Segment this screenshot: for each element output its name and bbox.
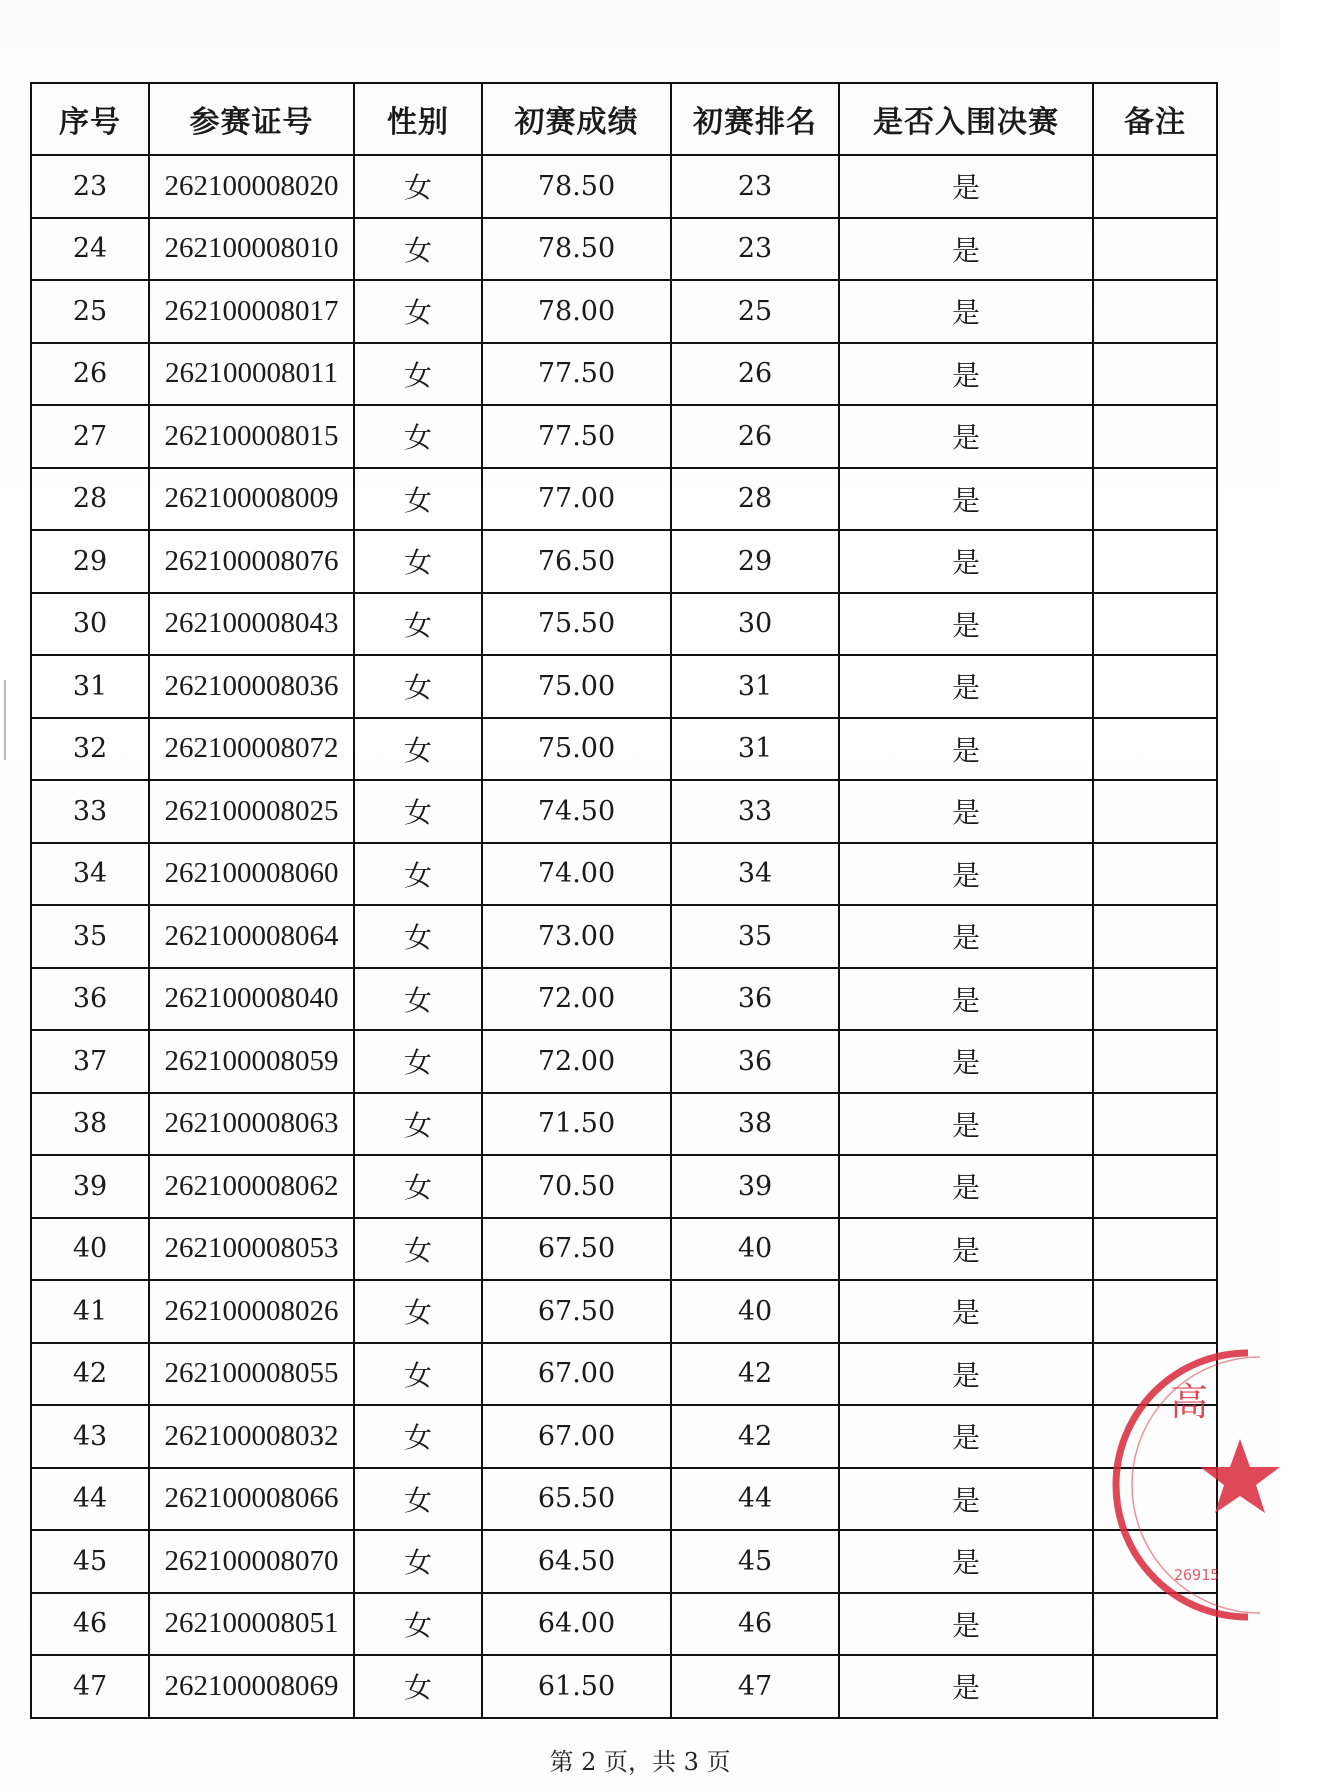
score-cell: 77.50 (482, 405, 671, 468)
score-cell: 67.50 (482, 1218, 671, 1281)
serial-cell: 42 (31, 1343, 149, 1406)
entry-id-cell: 262100008055 (149, 1343, 354, 1406)
gender-cell: 女 (354, 280, 482, 343)
remark-cell (1093, 1405, 1217, 1468)
remark-cell (1093, 593, 1217, 656)
gender-cell: 女 (354, 1093, 482, 1156)
score-cell: 67.50 (482, 1280, 671, 1343)
rank-cell: 33 (671, 780, 839, 843)
remark-cell (1093, 343, 1217, 406)
remark-cell (1093, 968, 1217, 1031)
header-prelim-rank: 初赛排名 (671, 83, 839, 155)
advance-cell: 是 (839, 1280, 1093, 1343)
remark-cell (1093, 405, 1217, 468)
remark-cell (1093, 718, 1217, 781)
remark-cell (1093, 843, 1217, 906)
table-row (31, 593, 1217, 656)
advance-cell: 是 (839, 1093, 1093, 1156)
gender-cell: 女 (354, 655, 482, 718)
gender-cell: 女 (354, 1405, 482, 1468)
advance-cell: 是 (839, 1343, 1093, 1406)
serial-cell: 43 (31, 1405, 149, 1468)
header-entry-id: 参赛证号 (149, 83, 354, 155)
serial-cell: 24 (31, 218, 149, 281)
rank-cell: 38 (671, 1093, 839, 1156)
advance-cell: 是 (839, 468, 1093, 531)
serial-cell: 46 (31, 1593, 149, 1656)
gender-cell: 女 (354, 1343, 482, 1406)
score-cell: 74.00 (482, 843, 671, 906)
table-header-row (31, 83, 1217, 155)
table-row (31, 655, 1217, 718)
score-cell: 78.50 (482, 218, 671, 281)
scan-edge-mark (4, 680, 6, 760)
remark-cell (1093, 1343, 1217, 1406)
table-row (31, 1280, 1217, 1343)
score-cell: 65.50 (482, 1468, 671, 1531)
advance-cell: 是 (839, 155, 1093, 218)
score-cell: 61.50 (482, 1655, 671, 1718)
gender-cell: 女 (354, 1530, 482, 1593)
table-row (31, 1093, 1217, 1156)
entry-id-cell: 262100008063 (149, 1093, 354, 1156)
advance-cell: 是 (839, 968, 1093, 1031)
rank-cell: 40 (671, 1218, 839, 1281)
remark-cell (1093, 1655, 1217, 1718)
remark-cell (1093, 530, 1217, 593)
gender-cell: 女 (354, 780, 482, 843)
serial-cell: 33 (31, 780, 149, 843)
serial-cell: 44 (31, 1468, 149, 1531)
entry-id-cell: 262100008069 (149, 1655, 354, 1718)
score-cell: 64.50 (482, 1530, 671, 1593)
serial-cell: 25 (31, 280, 149, 343)
advance-cell: 是 (839, 843, 1093, 906)
serial-cell: 28 (31, 468, 149, 531)
table-row (31, 155, 1217, 218)
score-cell: 76.50 (482, 530, 671, 593)
gender-cell: 女 (354, 218, 482, 281)
table-row (31, 1343, 1217, 1406)
advance-cell: 是 (839, 1030, 1093, 1093)
rank-cell: 23 (671, 155, 839, 218)
advance-cell: 是 (839, 905, 1093, 968)
gender-cell: 女 (354, 1155, 482, 1218)
advance-cell: 是 (839, 1655, 1093, 1718)
rank-cell: 34 (671, 843, 839, 906)
entry-id-cell: 262100008062 (149, 1155, 354, 1218)
remark-cell (1093, 280, 1217, 343)
gender-cell: 女 (354, 405, 482, 468)
table-row (31, 1405, 1217, 1468)
table-row (31, 530, 1217, 593)
advance-cell: 是 (839, 530, 1093, 593)
entry-id-cell: 262100008010 (149, 218, 354, 281)
serial-cell: 35 (31, 905, 149, 968)
table-row (31, 218, 1217, 281)
gender-cell: 女 (354, 843, 482, 906)
entry-id-cell: 262100008051 (149, 1593, 354, 1656)
remark-cell (1093, 1030, 1217, 1093)
rank-cell: 46 (671, 1593, 839, 1656)
remark-cell (1093, 1530, 1220, 1593)
gender-cell: 女 (354, 1218, 482, 1281)
advance-cell: 是 (839, 280, 1093, 343)
entry-id-cell: 262100008009 (149, 468, 354, 531)
remark-cell (1093, 468, 1217, 531)
rank-cell: 42 (671, 1343, 839, 1406)
score-cell: 78.00 (482, 280, 671, 343)
table-row (31, 968, 1217, 1031)
table-row (31, 1218, 1217, 1281)
rank-cell: 40 (671, 1280, 839, 1343)
score-cell: 70.50 (482, 1155, 671, 1218)
rank-cell: 44 (671, 1468, 839, 1531)
table-row (31, 343, 1217, 406)
advance-cell: 是 (839, 1155, 1093, 1218)
entry-id-cell: 262100008076 (149, 530, 354, 593)
serial-cell: 45 (31, 1530, 149, 1593)
advance-cell: 是 (839, 1468, 1093, 1531)
score-cell: 75.50 (482, 593, 671, 656)
serial-cell: 30 (31, 593, 149, 656)
table-row (31, 1030, 1217, 1093)
serial-cell: 27 (31, 405, 149, 468)
table-row (31, 905, 1217, 968)
serial-cell: 26 (31, 343, 149, 406)
entry-id-cell: 262100008059 (149, 1030, 354, 1093)
entry-id-cell: 262100008017 (149, 280, 354, 343)
rank-cell: 28 (671, 468, 839, 531)
advance-cell: 是 (839, 218, 1093, 281)
serial-cell: 41 (31, 1280, 149, 1343)
advance-cell: 是 (839, 655, 1093, 718)
rank-cell: 35 (671, 905, 839, 968)
entry-id-cell: 262100008060 (149, 843, 354, 906)
gender-cell: 女 (354, 155, 482, 218)
gender-cell: 女 (354, 1030, 482, 1093)
entry-id-cell: 262100008032 (149, 1405, 354, 1468)
table-row (31, 1468, 1217, 1531)
header-remarks: 备注 (1093, 83, 1217, 155)
table-body (31, 155, 1220, 1718)
advance-cell: 是 (839, 405, 1093, 468)
rank-cell: 26 (671, 405, 839, 468)
rank-cell: 26 (671, 343, 839, 406)
serial-cell: 29 (31, 530, 149, 593)
gender-cell: 女 (354, 968, 482, 1031)
entry-id-cell: 262100008066 (149, 1468, 354, 1531)
header-serial-number: 序号 (31, 83, 149, 155)
remark-cell (1093, 1468, 1217, 1531)
serial-cell: 31 (31, 655, 149, 718)
page-number: 第 2 页，共 3 页 (549, 1748, 731, 1776)
score-cell: 73.00 (482, 905, 671, 968)
serial-cell: 32 (31, 718, 149, 781)
remark-cell (1093, 218, 1217, 281)
entry-id-cell: 262100008064 (149, 905, 354, 968)
score-cell: 72.00 (482, 1030, 671, 1093)
advance-cell: 是 (839, 1593, 1093, 1656)
table-row (31, 280, 1217, 343)
score-cell: 64.00 (482, 1593, 671, 1656)
header-gender: 性别 (354, 83, 482, 155)
score-cell: 75.00 (482, 718, 671, 781)
serial-cell: 36 (31, 968, 149, 1031)
advance-cell: 是 (839, 1530, 1093, 1593)
rank-cell: 29 (671, 530, 839, 593)
entry-id-cell: 262100008036 (149, 655, 354, 718)
table-row (31, 1655, 1217, 1718)
header-advance-final: 是否入围决赛 (839, 83, 1093, 155)
serial-cell: 23 (31, 155, 149, 218)
gender-cell: 女 (354, 1593, 482, 1656)
rank-cell: 39 (671, 1155, 839, 1218)
table-row (31, 718, 1217, 781)
score-cell: 75.00 (482, 655, 671, 718)
table-row (31, 1593, 1217, 1656)
entry-id-cell: 262100008070 (149, 1530, 354, 1593)
advance-cell: 是 (839, 1405, 1093, 1468)
rank-cell: 47 (671, 1655, 839, 1718)
serial-cell: 40 (31, 1218, 149, 1281)
entry-id-cell: 262100008026 (149, 1280, 354, 1343)
advance-cell: 是 (839, 343, 1093, 406)
table-row (31, 843, 1217, 906)
advance-cell: 是 (839, 593, 1093, 656)
gender-cell: 女 (354, 1468, 482, 1531)
entry-id-cell: 262100008043 (149, 593, 354, 656)
gender-cell: 女 (354, 1280, 482, 1343)
rank-cell: 30 (671, 593, 839, 656)
score-cell: 77.00 (482, 468, 671, 531)
score-cell: 72.00 (482, 968, 671, 1031)
advance-cell: 是 (839, 780, 1093, 843)
gender-cell: 女 (354, 905, 482, 968)
advance-cell: 是 (839, 718, 1093, 781)
table-row (31, 1155, 1217, 1218)
gender-cell: 女 (354, 530, 482, 593)
entry-id-cell: 262100008072 (149, 718, 354, 781)
remark-cell (1093, 905, 1217, 968)
advance-cell: 是 (839, 1218, 1093, 1281)
rank-cell: 36 (671, 968, 839, 1031)
remark-cell (1093, 655, 1217, 718)
entry-id-cell: 262100008025 (149, 780, 354, 843)
serial-cell: 34 (31, 843, 149, 906)
entry-id-cell: 262100008020 (149, 155, 354, 218)
entry-id-cell: 262100008015 (149, 405, 354, 468)
rank-cell: 23 (671, 218, 839, 281)
rank-cell: 31 (671, 655, 839, 718)
rank-cell: 31 (671, 718, 839, 781)
rank-cell: 45 (671, 1530, 839, 1593)
score-cell: 71.50 (482, 1093, 671, 1156)
gender-cell: 女 (354, 1655, 482, 1718)
remark-cell (1093, 1218, 1217, 1281)
entry-id-cell: 262100008011 (149, 343, 354, 406)
gender-cell: 女 (354, 468, 482, 531)
gender-cell: 女 (354, 593, 482, 656)
score-cell: 67.00 (482, 1405, 671, 1468)
table-row (31, 405, 1217, 468)
serial-cell: 39 (31, 1155, 149, 1218)
rank-cell: 42 (671, 1405, 839, 1468)
score-cell: 74.50 (482, 780, 671, 843)
table-row (31, 780, 1217, 843)
remark-cell (1093, 155, 1217, 218)
table-row (31, 1530, 1217, 1593)
header-prelim-score: 初赛成绩 (482, 83, 671, 155)
entry-id-cell: 262100008040 (149, 968, 354, 1031)
remark-cell (1093, 1280, 1217, 1343)
gender-cell: 女 (354, 718, 482, 781)
results-table (30, 82, 1218, 1719)
score-cell: 67.00 (482, 1343, 671, 1406)
remark-cell (1093, 1593, 1217, 1656)
remark-cell (1093, 1155, 1217, 1218)
seal-serial: 26915 (1174, 1566, 1220, 1584)
score-cell: 77.50 (482, 343, 671, 406)
serial-cell: 38 (31, 1093, 149, 1156)
serial-cell: 37 (31, 1030, 149, 1093)
rank-cell: 25 (671, 280, 839, 343)
remark-cell (1093, 1093, 1217, 1156)
score-cell: 78.50 (482, 155, 671, 218)
seal-text: 高 (1170, 1380, 1209, 1424)
entry-id-cell: 262100008053 (149, 1218, 354, 1281)
remark-cell (1093, 780, 1217, 843)
serial-cell: 47 (31, 1655, 149, 1718)
table-row (31, 468, 1217, 531)
rank-cell: 36 (671, 1030, 839, 1093)
gender-cell: 女 (354, 343, 482, 406)
